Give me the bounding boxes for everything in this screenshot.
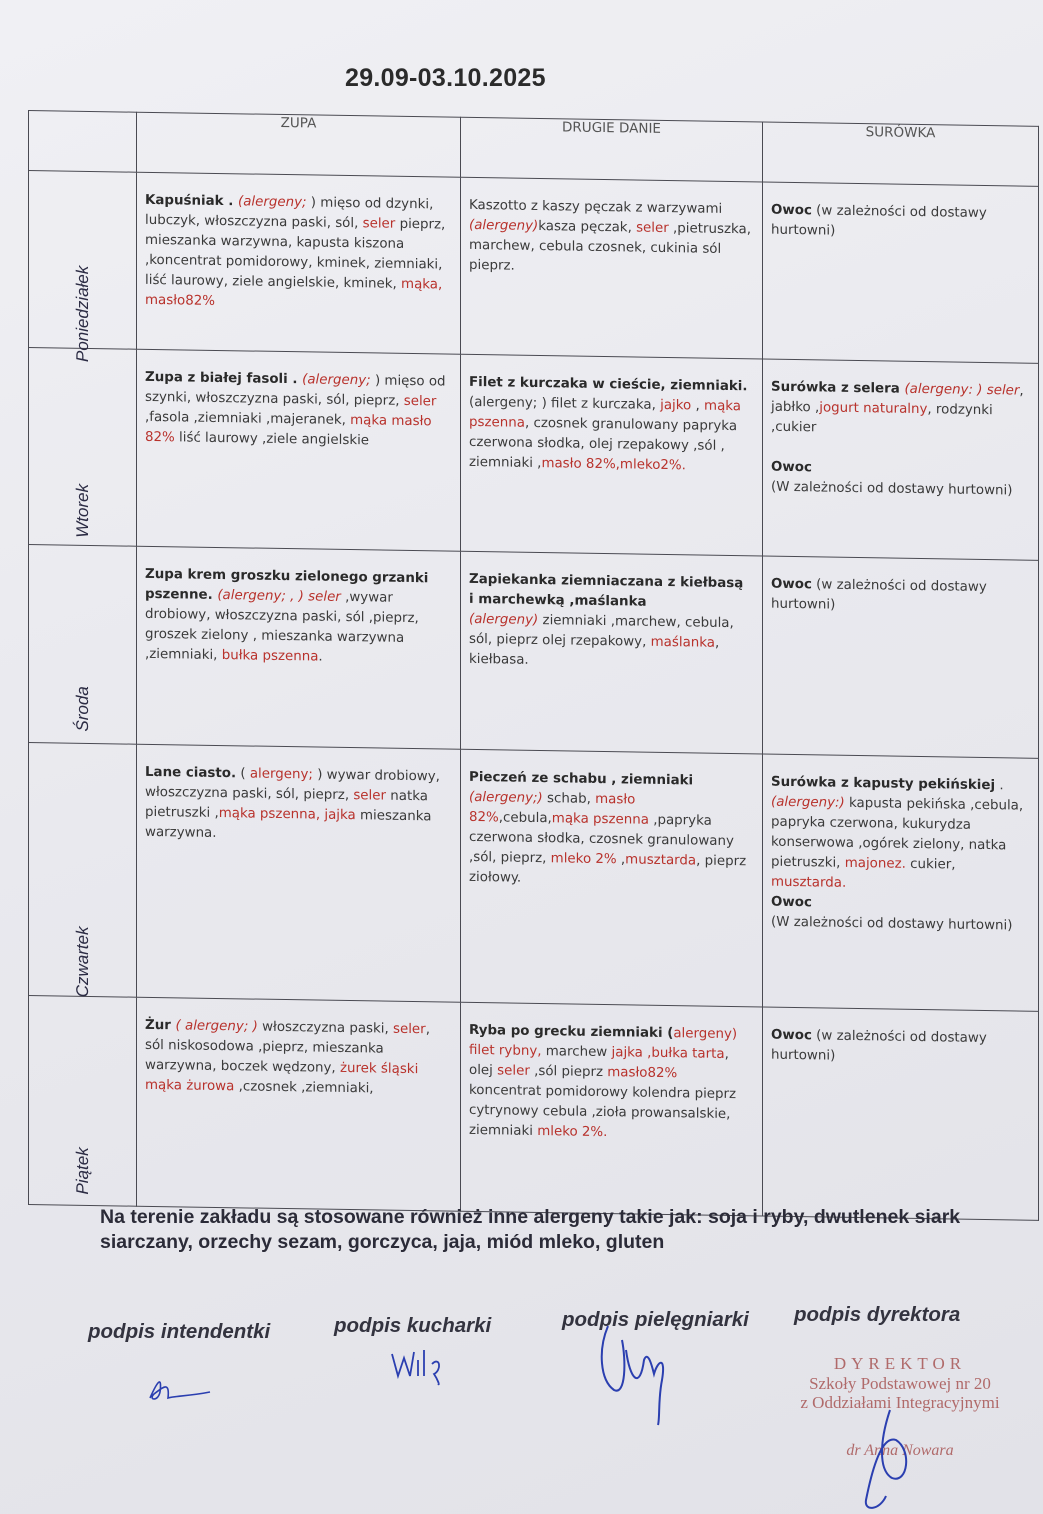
header-main: DRUGIE DANIE: [461, 117, 763, 182]
header-salad: SURÓWKA: [763, 122, 1039, 187]
stamp-line-4: dr Anna Nowara: [846, 1442, 954, 1459]
soup-text-segment: natka pietruszki ,: [145, 788, 428, 822]
soup-text-segment: mąka pszenna, jajka: [218, 806, 356, 824]
salad-cell: [763, 754, 1039, 1011]
stamp-line-3: z Oddziałami Integracyjnymi: [800, 1393, 1000, 1412]
soup-text-segment: ,wywar drobiowy, włoszczyzna paski, sól ,pieprz, groszek zielony , mieszanka warzywna ,ziemniaki,: [145, 589, 419, 663]
main-text-segment: (alergeny): [469, 611, 539, 628]
salad-cell: [763, 1007, 1039, 1220]
day-name: Piątek: [72, 1147, 92, 1195]
main-text-segment: ,pietruszka, marchew, cebula czosnek, cukinia sól pieprz.: [469, 221, 751, 274]
main-text-segment: masło 82%,mleko2%.: [541, 455, 686, 474]
main-text-segment: masło 82%: [469, 792, 636, 826]
main-text-segment: mleko 2%.: [537, 1124, 608, 1141]
corner-cell: [29, 111, 137, 173]
salad-text-segment: (w zależności od dostawy hurtowni): [771, 1028, 987, 1064]
main-text-segment: mąka pszenna: [469, 398, 742, 431]
soup-text-segment: mieszanka warzywna.: [145, 808, 432, 842]
stamp-line-1: DYREKTOR: [833, 1354, 967, 1373]
salad-text-segment: cukier,: [905, 857, 956, 873]
soup-text-segment: mąka, masło82%: [145, 277, 443, 310]
salad-text-segment: musztarda.: [771, 874, 847, 892]
day-row: [29, 996, 1039, 1221]
main-text-segment: ,papryka czerwona słodka, czosnek granulowany ,sól, pieprz,: [469, 813, 734, 867]
soup-text-segment: .: [318, 649, 323, 665]
main-text-segment: , olej: [469, 1047, 729, 1079]
day-name: Wtorek: [72, 483, 92, 538]
soup-cell: [137, 546, 461, 750]
salad-text-segment: Surówka z selera: [771, 379, 905, 397]
soup-text-segment: seler: [362, 216, 396, 232]
day-row: [29, 743, 1039, 1012]
salad-text-segment: Owoc: [771, 894, 812, 911]
soup-text-segment: ( alergeny; ): [175, 1018, 258, 1035]
soup-text-segment: mąka masło 82%: [145, 412, 432, 446]
main-text-segment: kasza pęczak,: [538, 219, 637, 236]
salad-cell: [763, 182, 1039, 363]
main-text-segment: mleko 2%: [550, 851, 617, 868]
main-text-segment: seler: [497, 1063, 530, 1080]
day-row: [29, 347, 1039, 560]
main-text-segment: Ryba po grecku ziemniaki (: [469, 1023, 674, 1042]
salad-cell: [763, 556, 1039, 759]
main-text-segment: ,: [616, 852, 626, 868]
soup-text-segment: ,czosnek ,ziemniaki,: [234, 1079, 374, 1097]
main-text-segment: seler: [636, 220, 669, 237]
signature-label-intendentki: podpis intendentki: [88, 1320, 271, 1343]
soup-text-segment: seler: [393, 1021, 426, 1038]
handwritten-signature-intendentki: [140, 1370, 220, 1410]
day-cell: [29, 544, 137, 744]
salad-text-segment: jogurt naturalny: [819, 400, 928, 417]
main-text-segment: Kaszotto z kaszy pęczak z warzywami: [469, 198, 723, 218]
signature-label-dyrektora: podpis dyrektora: [794, 1303, 961, 1326]
soup-text-segment: bułka pszenna: [221, 647, 319, 665]
salad-text-segment: (w zależności od dostawy hurtowni): [771, 576, 987, 613]
soup-text-segment: Żur: [145, 1018, 176, 1034]
main-text-segment: marchew: [541, 1044, 612, 1061]
day-label: [72, 926, 93, 998]
soup-text-segment: alergeny;: [249, 766, 313, 783]
main-text-segment: Pieczeń ze schabu , ziemniaki: [469, 770, 694, 789]
salad-text-segment: Owoc: [771, 576, 812, 592]
salad-text-segment: , rodzynki ,cukier: [771, 401, 993, 436]
day-cell: [29, 996, 137, 1206]
main-text-segment: , czosnek granulowany papryka czerwona słodka, olej rzepakowy ,sól , ziemniaki ,: [469, 415, 738, 471]
day-label: [72, 686, 93, 732]
soup-cell: [137, 745, 461, 1003]
main-text-segment: , pieprz ziołowy.: [469, 853, 747, 887]
soup-text-segment: ) mięso od szynki, włoszczyzna paski, sól, pieprz,: [145, 373, 446, 409]
handwritten-signature-kucharki: [388, 1346, 448, 1386]
day-cell: [29, 347, 137, 545]
salad-text-segment: , jabłko ,: [771, 383, 1024, 416]
day-row: [29, 171, 1039, 364]
day-label: [72, 483, 93, 538]
handwritten-signature-dyrektora: [850, 1400, 930, 1514]
soup-text-segment: włoszczyzna paski,: [257, 1019, 393, 1037]
salad-text-segment: (W zależności od dostawy hurtowni): [771, 479, 1013, 499]
main-text-segment: koncentrat pomidorowy kolendra pieprz cytrynowy cebula ,zioła prowansalskie, ziemniaki: [469, 1083, 737, 1140]
salad-text-segment: (alergeny: ) seler: [904, 381, 1020, 399]
soup-text-segment: , sól niskosodowa ,pieprz, mieszanka warzywna, boczek wędzony,: [145, 1022, 430, 1077]
allergen-note-line2: siarczany, orzechy sezam, gorczyca, jaja, miód mleko, gluten: [100, 1231, 665, 1253]
main-text-segment: jajko: [660, 397, 692, 414]
salad-cell: [763, 359, 1039, 560]
main-cell: [461, 354, 763, 555]
soup-text-segment: Zupa z białej fasoli .: [145, 369, 303, 388]
salad-text-segment: Owoc: [771, 459, 812, 476]
soup-text-segment: Zupa krem groszku zielonego grzanki pszenne.: [145, 566, 429, 603]
soup-text-segment: ) mięso od dzynki, lubczyk, włoszczyzna paski, sól,: [145, 195, 434, 232]
salad-text-segment: Owoc: [771, 202, 812, 219]
allergen-note: [100, 1205, 1043, 1255]
main-text-segment: alergeny) filet rybny,: [469, 1026, 738, 1060]
day-row: [29, 544, 1039, 759]
page-title: 29.09-03.10.2025: [345, 64, 546, 92]
salad-text-segment: (W zależności od dostawy hurtowni): [771, 914, 1013, 934]
soup-cell: [137, 997, 461, 1211]
main-cell: [461, 1003, 763, 1217]
stamp-line-2: Szkoły Podstawowej nr 20: [809, 1374, 991, 1393]
signature-label-pielegniarki: podpis pielęgniarki: [562, 1308, 749, 1331]
main-text-segment: ,sól pieprz: [529, 1064, 608, 1081]
signature-label-kucharki: podpis kucharki: [334, 1314, 492, 1337]
soup-text-segment: seler: [403, 393, 437, 410]
main-text-segment: mąka pszenna: [551, 811, 649, 829]
soup-text-segment: (alergeny; , ) seler: [217, 587, 341, 605]
handwritten-signature-pielegniarki: [596, 1320, 686, 1430]
allergen-note-line1: Na terenie zakładu są stosowane również inne alergeny takie jak: soja i ryby, dwutlenek siark: [100, 1206, 961, 1228]
main-text-segment: ,cebula,: [498, 810, 552, 827]
main-text-segment: Filet z kurczaka w cieście, ziemniaki.: [469, 374, 748, 395]
soup-text-segment: pieprz, mieszanka warzywna, kapusta kiszona ,koncentrat pomidorowy, kminek, ziemniaki, liść laurowy, ziele angielskie, kminek,: [145, 216, 446, 293]
soup-text-segment: (: [236, 766, 250, 782]
main-text-segment: (alergeny): [469, 218, 539, 235]
main-text-segment: schab,: [542, 791, 596, 808]
salad-text-segment: kapusta pekińska ,cebula, papryka czerwona, kukurydza konserwowa ,ogórek zielony, natka pietruszki,: [771, 796, 1024, 872]
day-cell: [29, 171, 137, 363]
soup-text-segment: (alergeny;: [302, 372, 375, 389]
soup-text-segment: Kapuśniak .: [145, 193, 238, 210]
main-cell: [461, 178, 763, 359]
day-name: Czwartek: [72, 926, 92, 998]
soup-text-segment: seler: [353, 788, 387, 804]
main-text-segment: jajka ,bułka tarta: [611, 1045, 725, 1063]
soup-text-segment: Lane ciasto.: [145, 765, 237, 782]
day-label: [72, 265, 93, 363]
soup-text-segment: (alergeny;: [237, 194, 311, 211]
soup-cell: [137, 349, 461, 551]
main-text-segment: (alergeny;): [469, 790, 543, 807]
day-cell: [29, 743, 137, 998]
header-soup: ZUPA: [137, 112, 461, 177]
soup-text-segment: żurek śląski mąka żurowa: [145, 1061, 419, 1095]
main-text-segment: , kiełbasa.: [469, 635, 720, 668]
salad-text-segment: (alergeny:): [771, 794, 845, 812]
salad-text-segment: Owoc: [771, 1027, 812, 1044]
menu-table: [28, 110, 1039, 1221]
day-label: [72, 1147, 93, 1195]
day-name: Środa: [72, 686, 92, 732]
salad-text-segment: Surówka z kapusty pekińskiej: [771, 774, 996, 794]
salad-text-segment: .: [995, 778, 1004, 794]
soup-cell: [137, 172, 461, 354]
main-text-segment: (alergeny; ) filet z kurczaka,: [469, 394, 661, 413]
soup-text-segment: liść laurowy ,ziele angielskie: [174, 430, 370, 449]
main-text-segment: musztarda: [625, 852, 697, 869]
soup-text-segment: ) wywar drobiowy, włoszczyzna paski, sól, pieprz,: [145, 767, 440, 804]
main-text-segment: masło82%: [607, 1065, 678, 1082]
salad-text-segment: (w zależności od dostawy hurtowni): [771, 203, 987, 239]
main-cell: [461, 750, 763, 1008]
main-text-segment: ziemniaki ,marchew, cebula, sól, pieprz olej rzepakowy,: [469, 612, 734, 650]
main-text-segment: Zapiekanka ziemniaczana z kiełbasą i marchewką ,maślanka: [469, 571, 744, 610]
main-text-segment: ,: [691, 398, 705, 414]
soup-text-segment: ,fasola ,ziemniaki ,majeranek,: [145, 409, 351, 428]
main-cell: [461, 551, 763, 754]
main-text-segment: maślanka: [650, 634, 715, 651]
day-name: Poniedziałek: [72, 265, 92, 363]
salad-text-segment: majonez.: [844, 856, 906, 873]
